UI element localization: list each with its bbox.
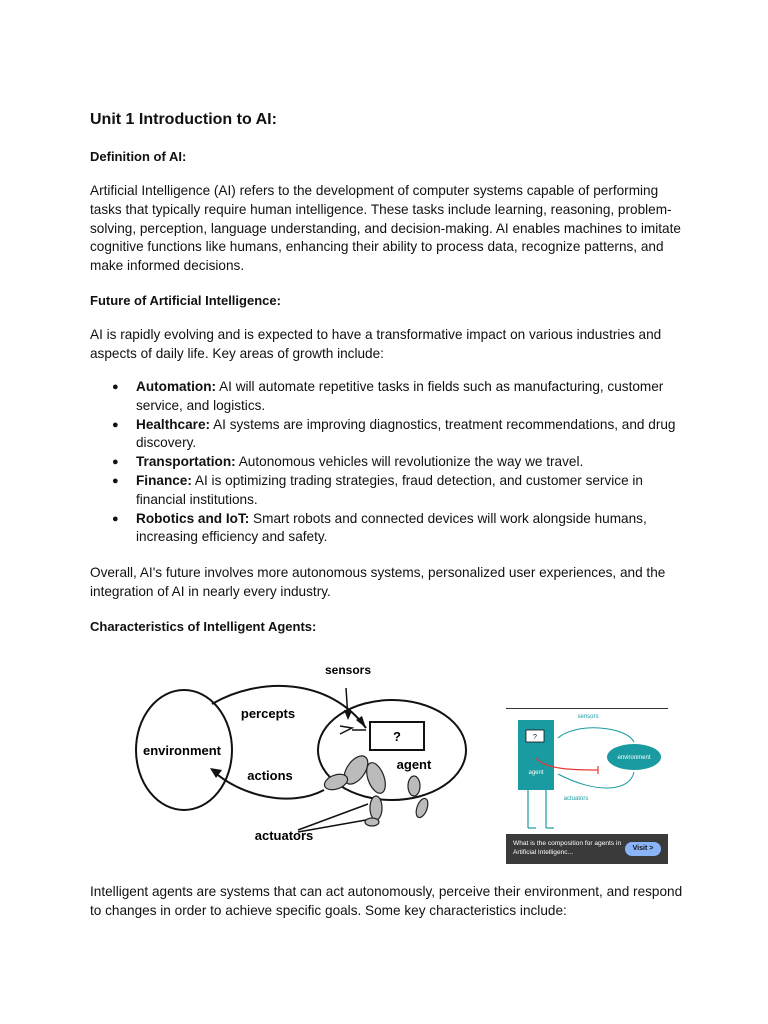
bullet-icon: ● bbox=[112, 418, 119, 431]
actions-label: actions bbox=[247, 768, 293, 783]
list-item-term: Transportation: bbox=[136, 454, 236, 470]
thumbnail-diagram bbox=[506, 708, 668, 834]
list-item bbox=[90, 510, 686, 548]
list-item-term: Robotics and IoT: bbox=[136, 510, 250, 526]
list-item bbox=[90, 453, 686, 472]
definition-paragraph: Artificial Intelligence (AI) refers to the development of computer systems capable of performing tasks that typically require human intelligence. These tasks include learning, reasoning, problem-solving, perception, language understanding, and decision-making. AI enables machines to imitate cognitive functions like humans, enhancing their ability to process data, recognize patterns, and make informed decisions. bbox=[90, 183, 681, 274]
environment-label: environment bbox=[142, 743, 222, 758]
agent-label: agent bbox=[396, 757, 432, 772]
image-search-thumbnail[interactable] bbox=[506, 708, 668, 864]
sensors-label: sensors bbox=[324, 663, 372, 677]
thumbnail-sensors-label: sensors bbox=[577, 714, 599, 720]
thumbnail-question-label: ? bbox=[533, 734, 537, 741]
list-item-text: Autonomous vehicles will revolutionize the way we travel. bbox=[235, 454, 584, 470]
actuators-label: actuators bbox=[254, 828, 314, 843]
list-item-term: Healthcare: bbox=[136, 416, 211, 432]
list-item bbox=[90, 378, 686, 416]
bullet-icon: ● bbox=[112, 456, 119, 469]
list-item bbox=[90, 472, 686, 510]
sensor-icon bbox=[340, 726, 366, 734]
future-heading: Future of Artificial Intelligence: bbox=[90, 293, 281, 308]
list-item-text: Smart robots and connected devices will work alongside humans, increasing efficiency and safety. bbox=[136, 510, 647, 545]
bullet-icon: ● bbox=[112, 512, 119, 525]
agents-heading: Characteristics of Intelligent Agents: bbox=[90, 619, 317, 634]
page-title: Unit 1 Introduction to AI: bbox=[90, 111, 277, 128]
thumbnail-agent-label: agent bbox=[528, 770, 544, 776]
future-intro-paragraph: AI is rapidly evolving and is expected to have a transformative impact on various industries and aspects of daily life. Key areas of growth include: bbox=[90, 327, 662, 361]
thumbnail-actuators-label: actuators bbox=[563, 796, 589, 802]
question-mark-label: ? bbox=[393, 729, 401, 744]
growth-areas-list bbox=[90, 378, 686, 547]
bullet-icon: ● bbox=[112, 381, 119, 393]
bullet-icon: ● bbox=[112, 474, 119, 487]
visit-button[interactable]: Visit > bbox=[625, 842, 661, 856]
thumbnail-caption-bar bbox=[506, 834, 668, 864]
list-item-text: AI systems are improving diagnostics, treatment recommendations, and drug discovery. bbox=[136, 416, 676, 451]
list-item-text: AI will automate repetitive tasks in fields such as manufacturing, customer service, and logistics. bbox=[136, 379, 664, 413]
list-item-term: Finance: bbox=[136, 472, 192, 488]
agent-environment-diagram bbox=[130, 658, 470, 848]
agents-description-paragraph: Intelligent agents are systems that can act autonomously, perceive their environment, and respond to changes in order to achieve specific goals. Some key characteristics include: bbox=[90, 884, 683, 918]
sensors-pointer-head bbox=[344, 710, 352, 720]
percepts-label: percepts bbox=[240, 706, 296, 721]
list-item-term: Automation: bbox=[136, 379, 217, 394]
list-item-text: AI is optimizing trading strategies, fraud detection, and customer service in financial institutions. bbox=[136, 472, 643, 507]
thumbnail-caption-text: What is the composition for agents in Artificial Intelligenc... bbox=[513, 840, 622, 856]
definition-heading: Definition of AI: bbox=[90, 149, 187, 164]
list-item bbox=[90, 416, 686, 454]
future-conclusion-paragraph: Overall, AI's future involves more autonomous systems, personalized user experiences, and the integration of AI in nearly every industry. bbox=[90, 565, 666, 599]
thumbnail-environment-label: environment bbox=[617, 755, 651, 761]
